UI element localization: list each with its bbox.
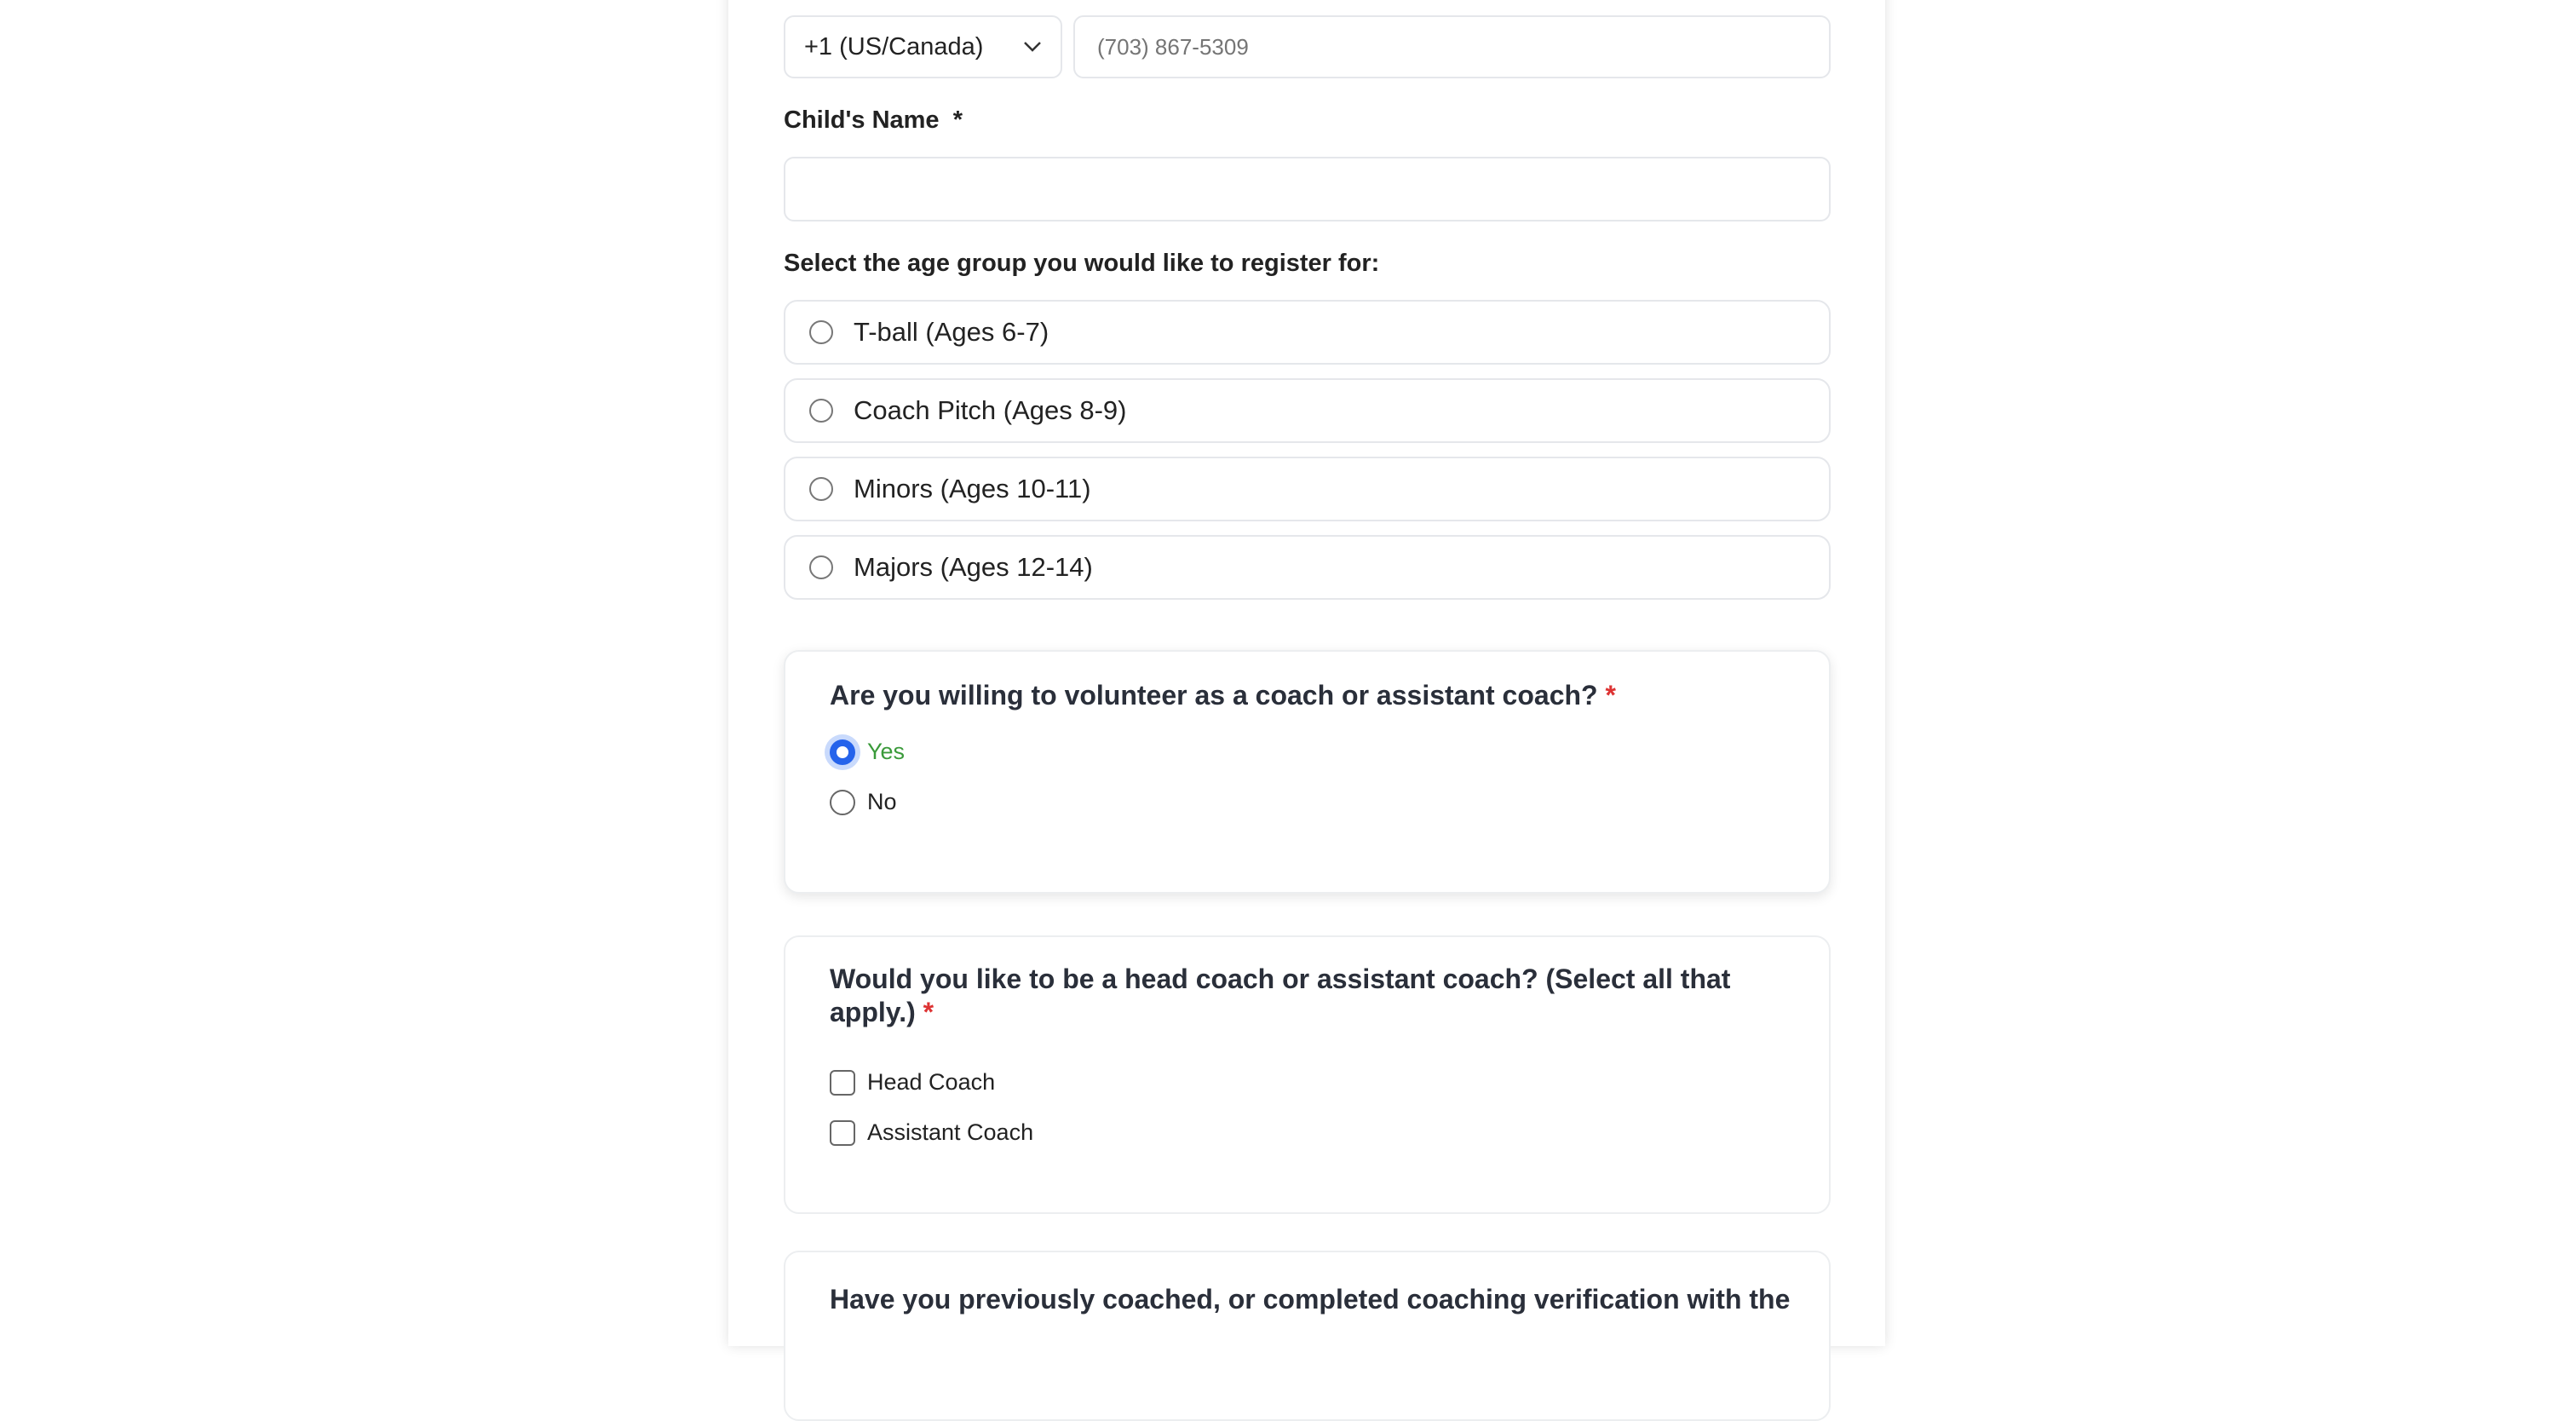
checkbox-icon[interactable]	[830, 1120, 855, 1146]
option-label: T-ball (Ages 6-7)	[854, 317, 1049, 347]
coach-role-question: Would you like to be a head coach or assistant coach? (Select all that apply.) *	[830, 964, 1731, 1027]
option-label: Majors (Ages 12-14)	[854, 552, 1093, 582]
checkbox-icon[interactable]	[830, 1070, 855, 1096]
phone-input[interactable]	[1073, 15, 1831, 78]
option-label: No	[867, 789, 897, 814]
age-option-coach-pitch[interactable]	[784, 378, 1831, 443]
age-option-tball[interactable]	[784, 300, 1831, 365]
chevron-down-icon	[1023, 41, 1042, 53]
age-group-label: Select the age group you would like to register for:	[784, 250, 1380, 277]
coach-role-card	[784, 935, 1831, 1214]
option-label: Yes	[867, 739, 906, 764]
option-label: Head Coach	[867, 1069, 996, 1095]
previous-coaching-question: Have you previously coached, or completed coaching verification with the	[830, 1284, 1791, 1315]
volunteer-no[interactable]	[830, 789, 897, 815]
volunteer-yes[interactable]	[830, 739, 905, 765]
previous-coaching-card	[784, 1251, 1831, 1421]
radio-icon[interactable]	[809, 399, 833, 423]
head-coach-checkbox[interactable]	[830, 1069, 995, 1096]
child-name-label: Child's Name *	[784, 106, 963, 134]
radio-icon[interactable]	[809, 320, 833, 344]
volunteer-question: Are you willing to volunteer as a coach or assistant coach? *	[830, 680, 1616, 710]
country-code-value: +1 (US/Canada)	[804, 32, 984, 60]
form-page	[728, 0, 1885, 1346]
country-code-select[interactable]	[784, 15, 1062, 78]
radio-icon[interactable]	[809, 477, 833, 501]
radio-icon[interactable]	[830, 790, 855, 815]
radio-icon[interactable]	[809, 555, 833, 579]
volunteer-card	[784, 650, 1831, 894]
child-name-input[interactable]	[784, 157, 1831, 221]
radio-selected-icon[interactable]	[830, 739, 855, 765]
option-label: Minors (Ages 10-11)	[854, 474, 1091, 503]
option-label: Assistant Coach	[867, 1119, 1034, 1145]
assistant-coach-checkbox[interactable]	[830, 1119, 1033, 1146]
age-option-majors[interactable]	[784, 535, 1831, 600]
age-option-minors[interactable]	[784, 457, 1831, 521]
option-label: Coach Pitch (Ages 8-9)	[854, 395, 1127, 425]
